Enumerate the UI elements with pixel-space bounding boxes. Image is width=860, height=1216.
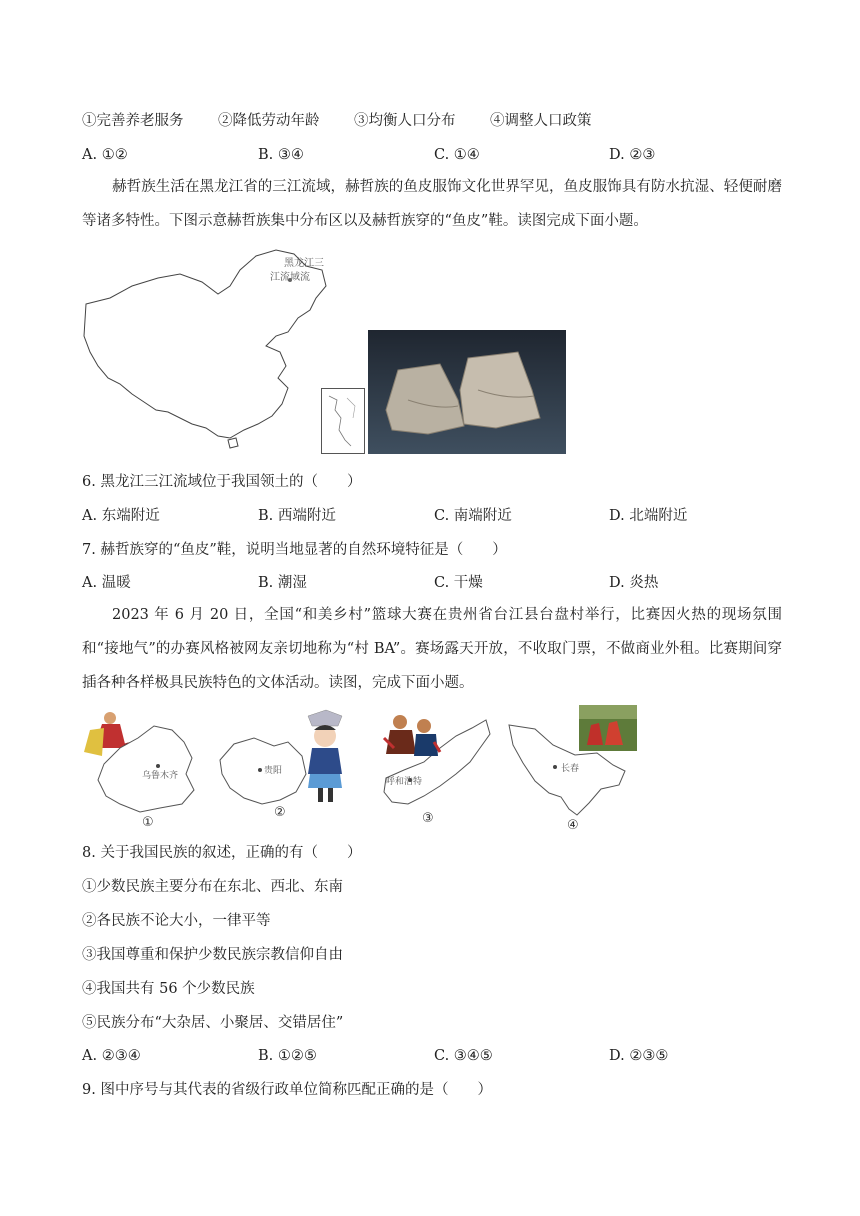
q5-options	[82, 145, 782, 165]
map4-city-label: 长春	[561, 764, 580, 774]
fish-skin-shoes-photo	[368, 330, 566, 454]
passage-cun-ba-text: 2023 年 6 月 20 日，全国“和美乡村”篮球大赛在贵州省台江县台盘村举行，比赛因火热的现场氛围和“接地气”的办赛风格被网友亲切地称为“村 BA”。赛场露天开放，不收取门票，不做商业外租。比赛期间穿插各种各样极具民族特色的文体活动。读图，完成下面小题。	[82, 607, 782, 691]
q8-option-b: B. ①②⑤	[258, 1048, 317, 1064]
miao-girl-figure	[308, 710, 342, 802]
q5-option-b: B. ③④	[258, 147, 304, 163]
province-map-3	[378, 708, 498, 833]
map1-city-label: 乌鲁木齐	[142, 771, 179, 781]
map-label-line1: 黑龙江三	[284, 258, 324, 269]
q5-item-1: ①完善养老服务	[82, 113, 184, 129]
q8-item-4: ④我国共有 56 个少数民族	[82, 981, 255, 997]
map4-number: ④	[567, 818, 579, 833]
passage-hezhe	[82, 170, 782, 238]
passage-cun-ba	[82, 598, 782, 700]
province-map-4	[505, 705, 640, 835]
map-label-line2: 江流域流	[270, 272, 310, 283]
q7-stem: 7. 赫哲族穿的“鱼皮”鞋，说明当地显著的自然环境特征是（ ）	[82, 542, 507, 558]
q8-options	[82, 1046, 782, 1066]
map3-number: ③	[422, 811, 434, 826]
q5-item-2: ②降低劳动年龄	[218, 113, 320, 129]
korean-dance-photo	[579, 705, 637, 751]
q8-item-5: ⑤民族分布“大杂居、小聚居、交错居住”	[82, 1015, 344, 1031]
q5-item-4: ④调整人口政策	[490, 113, 592, 129]
q6-option-d: D. 北端附近	[609, 508, 688, 524]
q7-option-c: C. 干燥	[434, 575, 483, 591]
q5-option-a: A. ①②	[82, 147, 128, 163]
south-china-sea-inset	[321, 388, 365, 454]
q6-option-b: B. 西端附近	[258, 508, 336, 524]
q7-option-d: D. 炎热	[609, 575, 659, 591]
q8-stem: 8. 关于我国民族的叙述，正确的有（ ）	[82, 845, 362, 861]
map2-number: ②	[274, 805, 286, 820]
q6-option-c: C. 南端附近	[434, 508, 512, 524]
q8-option-a: A. ②③④	[82, 1048, 141, 1064]
q7-options	[82, 573, 782, 593]
province-map-2	[214, 708, 344, 833]
q9-stem: 9. 图中序号与其代表的省级行政单位简称匹配正确的是（ ）	[82, 1082, 492, 1098]
q6-option-a: A. 东端附近	[82, 508, 160, 524]
q8-option-c: C. ③④⑤	[434, 1048, 493, 1064]
passage-hezhe-text: 赫哲族生活在黑龙江省的三江流域，赫哲族的鱼皮服饰文化世界罕见，鱼皮服饰具有防水抗湿、轻便耐磨等诸多特性。下图示意赫哲族集中分布区以及赫哲族穿的“鱼皮”鞋。读图完成下面小题。	[82, 179, 782, 229]
q6-options	[82, 506, 782, 526]
q7-option-b: B. 潮湿	[258, 575, 307, 591]
q5-item-3: ③均衡人口分布	[354, 113, 456, 129]
q6-stem: 6. 黑龙江三江流域位于我国领土的（ ）	[82, 474, 362, 490]
map1-number: ①	[142, 815, 154, 830]
map3-city-label: 呼和浩特	[386, 777, 423, 787]
q5-option-c: C. ①④	[434, 147, 480, 163]
q7-option-a: A. 温暖	[82, 575, 131, 591]
q5-items	[82, 111, 782, 131]
q8-item-3: ③我国尊重和保护少数民族宗教信仰自由	[82, 947, 343, 963]
province-map-1	[80, 708, 205, 833]
q8-option-d: D. ②③⑤	[609, 1048, 669, 1064]
map2-city-label: 贵阳	[264, 766, 283, 776]
q8-item-1: ①少数民族主要分布在东北、西北、东南	[82, 879, 343, 895]
wrestler-figure	[384, 715, 440, 756]
q8-item-2: ②各民族不论大小，一律平等	[82, 913, 271, 929]
q5-option-d: D. ②③	[609, 147, 656, 163]
china-map	[80, 248, 340, 458]
